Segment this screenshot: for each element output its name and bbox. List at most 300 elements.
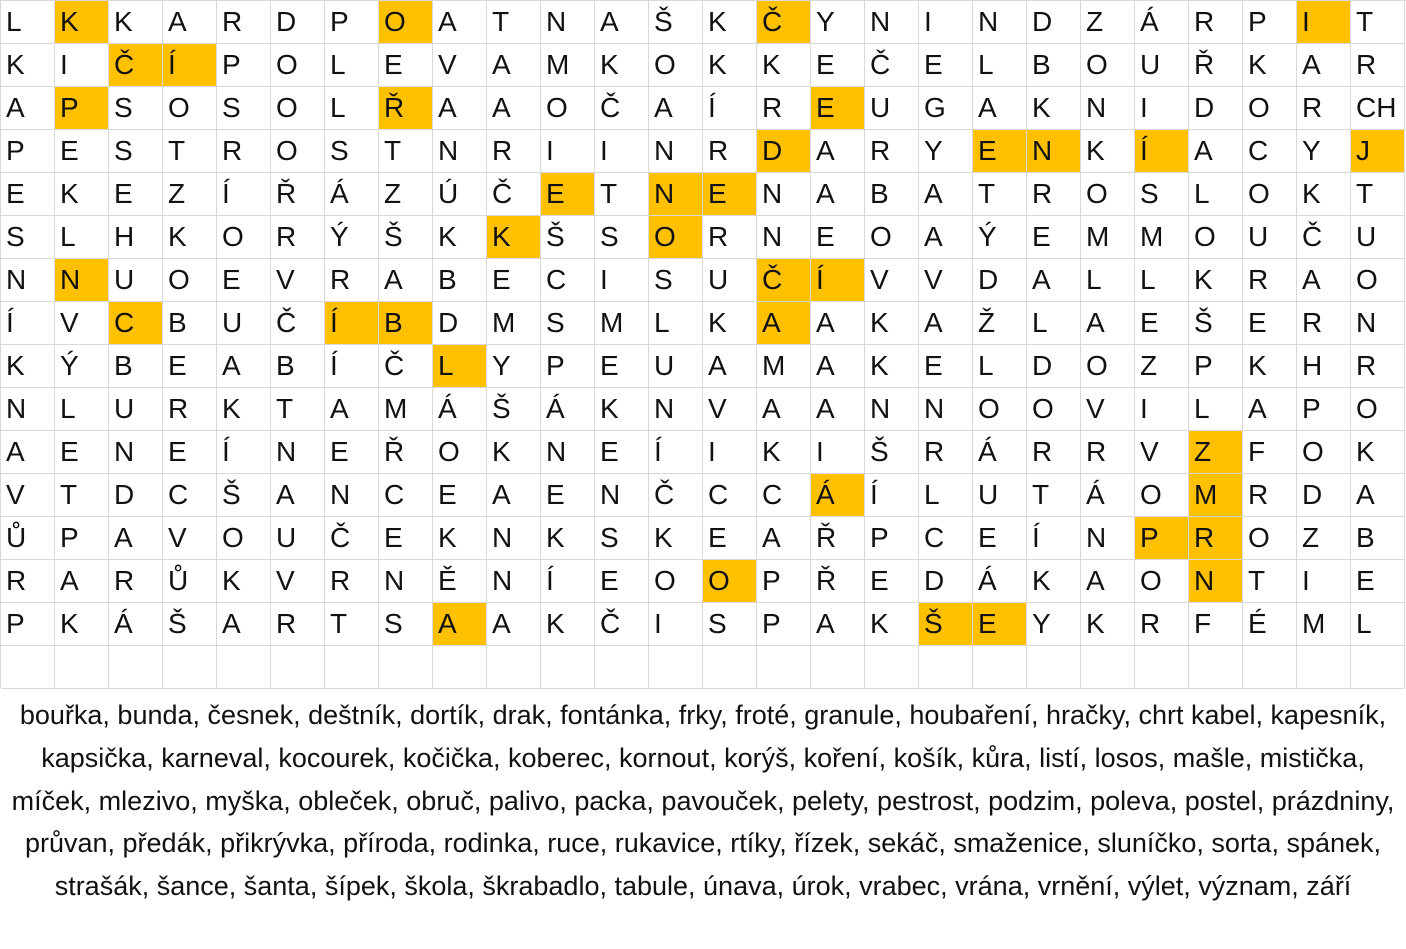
grid-cell[interactable]: N [865,1,919,44]
grid-cell[interactable]: V [271,259,325,302]
grid-cell[interactable]: L [1027,302,1081,345]
grid-cell[interactable]: Š [649,1,703,44]
grid-cell[interactable]: Č [1297,216,1351,259]
grid-cell[interactable]: Í [1027,517,1081,560]
grid-cell[interactable]: P [1,130,55,173]
grid-cell[interactable]: T [487,1,541,44]
grid-cell[interactable]: E [595,431,649,474]
grid-cell[interactable]: L [1351,603,1405,646]
empty-grid-cell[interactable] [1243,646,1297,689]
grid-cell[interactable]: O [1243,517,1297,560]
empty-grid-cell[interactable] [55,646,109,689]
grid-cell[interactable]: B [433,259,487,302]
grid-cell[interactable]: I [1297,560,1351,603]
empty-grid-cell[interactable] [973,646,1027,689]
grid-cell[interactable]: B [271,345,325,388]
grid-cell[interactable]: Č [271,302,325,345]
grid-cell[interactable]: A [703,345,757,388]
grid-cell[interactable]: A [1297,259,1351,302]
grid-cell[interactable]: Á [973,431,1027,474]
grid-cell[interactable]: S [217,87,271,130]
grid-cell[interactable]: Š [919,603,973,646]
grid-cell[interactable]: O [1243,173,1297,216]
grid-cell[interactable]: A [811,603,865,646]
empty-grid-cell[interactable] [595,646,649,689]
grid-cell[interactable]: C [163,474,217,517]
grid-cell[interactable]: O [1081,173,1135,216]
grid-cell[interactable]: K [703,44,757,87]
empty-grid-cell[interactable] [379,646,433,689]
grid-cell[interactable]: U [217,302,271,345]
grid-cell[interactable]: A [757,517,811,560]
grid-cell[interactable]: O [271,87,325,130]
grid-cell[interactable]: T [1351,1,1405,44]
grid-cell[interactable]: L [1,1,55,44]
grid-cell[interactable]: R [865,130,919,173]
grid-cell[interactable]: Č [379,345,433,388]
grid-cell[interactable]: O [541,87,595,130]
grid-cell[interactable]: A [649,87,703,130]
grid-cell[interactable]: K [757,44,811,87]
grid-cell[interactable]: K [1,44,55,87]
grid-cell[interactable]: N [1,388,55,431]
grid-cell[interactable]: O [1189,216,1243,259]
grid-cell[interactable]: T [379,130,433,173]
empty-grid-cell[interactable] [1351,646,1405,689]
grid-cell[interactable]: Á [433,388,487,431]
grid-cell[interactable]: Ř [379,87,433,130]
grid-cell[interactable]: U [109,388,163,431]
grid-cell[interactable]: Á [325,173,379,216]
grid-cell[interactable]: K [55,603,109,646]
grid-cell[interactable]: C [109,302,163,345]
grid-cell[interactable]: I [1135,388,1189,431]
grid-cell[interactable]: E [811,87,865,130]
grid-cell[interactable]: O [433,431,487,474]
grid-cell[interactable]: I [811,431,865,474]
grid-cell[interactable]: A [433,1,487,44]
grid-cell[interactable]: R [1297,302,1351,345]
grid-cell[interactable]: M [1081,216,1135,259]
grid-cell[interactable]: R [1027,173,1081,216]
grid-cell[interactable]: H [1297,345,1351,388]
grid-cell[interactable]: Š [487,388,541,431]
grid-cell[interactable]: S [379,603,433,646]
grid-cell[interactable]: P [757,560,811,603]
empty-grid-cell[interactable] [1027,646,1081,689]
grid-cell[interactable]: B [865,173,919,216]
grid-cell[interactable]: Í [217,431,271,474]
grid-cell[interactable]: O [649,44,703,87]
grid-cell[interactable]: S [109,87,163,130]
grid-cell[interactable]: O [1351,259,1405,302]
grid-cell[interactable]: T [271,388,325,431]
grid-cell[interactable]: N [757,216,811,259]
grid-cell[interactable]: N [649,130,703,173]
grid-cell[interactable]: Z [1189,431,1243,474]
grid-cell[interactable]: R [703,216,757,259]
grid-cell[interactable]: Í [1,302,55,345]
grid-cell[interactable]: Á [541,388,595,431]
grid-cell[interactable]: E [595,345,649,388]
grid-cell[interactable]: K [1027,87,1081,130]
grid-cell[interactable]: R [1297,87,1351,130]
grid-cell[interactable]: E [865,560,919,603]
grid-cell[interactable]: K [865,345,919,388]
grid-cell[interactable]: N [487,560,541,603]
grid-cell[interactable]: P [1243,1,1297,44]
grid-cell[interactable]: Z [1081,1,1135,44]
grid-cell[interactable]: U [649,345,703,388]
grid-cell[interactable]: O [271,130,325,173]
grid-cell[interactable]: M [1189,474,1243,517]
grid-cell[interactable]: J [1351,130,1405,173]
empty-grid-cell[interactable] [109,646,163,689]
grid-cell[interactable]: V [1081,388,1135,431]
grid-cell[interactable]: Č [487,173,541,216]
grid-cell[interactable]: Í [217,173,271,216]
grid-cell[interactable]: N [865,388,919,431]
grid-cell[interactable]: O [163,87,217,130]
grid-cell[interactable]: O [1135,560,1189,603]
grid-cell[interactable]: L [1135,259,1189,302]
empty-grid-cell[interactable] [703,646,757,689]
grid-cell[interactable]: V [1135,431,1189,474]
grid-cell[interactable]: K [487,431,541,474]
grid-cell[interactable]: K [541,603,595,646]
grid-cell[interactable]: Ě [433,560,487,603]
grid-cell[interactable]: A [379,259,433,302]
grid-cell[interactable]: K [757,431,811,474]
grid-cell[interactable]: R [919,431,973,474]
grid-cell[interactable]: Č [109,44,163,87]
grid-cell[interactable]: G [919,87,973,130]
grid-cell[interactable]: V [55,302,109,345]
grid-cell[interactable]: Š [163,603,217,646]
grid-cell[interactable]: P [1135,517,1189,560]
empty-grid-cell[interactable] [271,646,325,689]
grid-cell[interactable]: Č [595,87,649,130]
grid-cell[interactable]: R [271,603,325,646]
grid-cell[interactable]: R [163,388,217,431]
grid-cell[interactable]: R [1189,517,1243,560]
grid-cell[interactable]: R [217,130,271,173]
grid-cell[interactable]: H [109,216,163,259]
grid-cell[interactable]: P [325,1,379,44]
grid-cell[interactable]: O [703,560,757,603]
grid-cell[interactable]: N [271,431,325,474]
grid-cell[interactable]: K [487,216,541,259]
grid-cell[interactable]: M [541,44,595,87]
grid-cell[interactable]: Š [1189,302,1243,345]
grid-cell[interactable]: K [433,517,487,560]
grid-cell[interactable]: A [325,388,379,431]
grid-cell[interactable]: P [55,517,109,560]
grid-cell[interactable]: A [1081,560,1135,603]
empty-grid-cell[interactable] [1081,646,1135,689]
grid-cell[interactable]: E [811,216,865,259]
grid-cell[interactable]: K [217,560,271,603]
grid-cell[interactable]: U [109,259,163,302]
grid-cell[interactable]: A [487,603,541,646]
grid-cell[interactable]: E [703,517,757,560]
grid-cell[interactable]: D [433,302,487,345]
grid-cell[interactable]: K [649,517,703,560]
grid-cell[interactable]: A [487,87,541,130]
grid-cell[interactable]: Í [811,259,865,302]
grid-cell[interactable]: U [973,474,1027,517]
empty-grid-cell[interactable] [163,646,217,689]
grid-cell[interactable]: U [703,259,757,302]
grid-cell[interactable]: K [1297,173,1351,216]
empty-grid-cell[interactable] [487,646,541,689]
grid-cell[interactable]: A [1351,474,1405,517]
grid-cell[interactable]: E [541,173,595,216]
grid-cell[interactable]: R [1027,431,1081,474]
grid-cell[interactable]: N [1027,130,1081,173]
grid-cell[interactable]: Č [865,44,919,87]
grid-cell[interactable]: A [271,474,325,517]
grid-cell[interactable]: A [163,1,217,44]
grid-cell[interactable]: K [703,1,757,44]
grid-cell[interactable]: Í [325,302,379,345]
grid-cell[interactable]: N [325,474,379,517]
grid-cell[interactable]: U [1351,216,1405,259]
grid-cell[interactable]: E [55,130,109,173]
grid-cell[interactable]: P [1297,388,1351,431]
grid-cell[interactable]: Ů [163,560,217,603]
grid-cell[interactable]: R [757,87,811,130]
grid-cell[interactable]: Ř [1189,44,1243,87]
grid-cell[interactable]: N [649,173,703,216]
grid-cell[interactable]: O [1297,431,1351,474]
empty-grid-cell[interactable] [757,646,811,689]
grid-cell[interactable]: P [541,345,595,388]
grid-cell[interactable]: Á [811,474,865,517]
grid-cell[interactable]: Ý [973,216,1027,259]
grid-cell[interactable]: N [541,431,595,474]
grid-cell[interactable]: D [109,474,163,517]
grid-cell[interactable]: E [217,259,271,302]
grid-cell[interactable]: S [1,216,55,259]
grid-cell[interactable]: Ř [811,560,865,603]
grid-cell[interactable]: P [217,44,271,87]
empty-grid-cell[interactable] [811,646,865,689]
grid-cell[interactable]: L [55,216,109,259]
grid-cell[interactable]: D [1027,345,1081,388]
grid-cell[interactable]: A [811,130,865,173]
grid-cell[interactable]: A [757,388,811,431]
grid-cell[interactable]: T [1351,173,1405,216]
grid-cell[interactable]: V [163,517,217,560]
grid-cell[interactable]: R [217,1,271,44]
grid-cell[interactable]: E [541,474,595,517]
grid-cell[interactable]: Š [541,216,595,259]
grid-cell[interactable]: O [649,560,703,603]
grid-cell[interactable]: V [433,44,487,87]
grid-cell[interactable]: A [811,388,865,431]
grid-cell[interactable]: O [865,216,919,259]
grid-cell[interactable]: Í [325,345,379,388]
grid-cell[interactable]: Š [217,474,271,517]
grid-cell[interactable]: L [973,345,1027,388]
grid-cell[interactable]: Á [973,560,1027,603]
grid-cell[interactable]: K [1189,259,1243,302]
grid-cell[interactable]: T [1027,474,1081,517]
grid-cell[interactable]: A [1243,388,1297,431]
grid-cell[interactable]: N [55,259,109,302]
grid-cell[interactable]: K [595,44,649,87]
grid-cell[interactable]: O [217,517,271,560]
grid-cell[interactable]: E [1135,302,1189,345]
grid-cell[interactable]: O [379,1,433,44]
grid-cell[interactable]: L [1189,173,1243,216]
grid-cell[interactable]: U [271,517,325,560]
grid-cell[interactable]: Y [1027,603,1081,646]
grid-cell[interactable]: Z [379,173,433,216]
grid-cell[interactable]: V [1,474,55,517]
grid-cell[interactable]: O [973,388,1027,431]
grid-cell[interactable]: K [1351,431,1405,474]
grid-cell[interactable]: CH [1351,87,1405,130]
grid-cell[interactable]: Č [649,474,703,517]
grid-cell[interactable]: E [973,603,1027,646]
grid-cell[interactable]: Z [1297,517,1351,560]
grid-cell[interactable]: O [163,259,217,302]
grid-cell[interactable]: E [109,173,163,216]
grid-cell[interactable]: A [1189,130,1243,173]
grid-cell[interactable]: A [973,87,1027,130]
grid-cell[interactable]: P [865,517,919,560]
grid-cell[interactable]: K [865,302,919,345]
grid-cell[interactable]: M [1135,216,1189,259]
grid-cell[interactable]: K [1243,345,1297,388]
grid-cell[interactable]: D [919,560,973,603]
grid-cell[interactable]: L [1081,259,1135,302]
grid-cell[interactable]: O [1243,87,1297,130]
grid-cell[interactable]: E [433,474,487,517]
grid-cell[interactable]: K [217,388,271,431]
grid-cell[interactable]: N [109,431,163,474]
grid-cell[interactable]: T [973,173,1027,216]
grid-cell[interactable]: E [163,431,217,474]
grid-cell[interactable]: K [1,345,55,388]
empty-grid-cell[interactable] [649,646,703,689]
grid-cell[interactable]: Ř [379,431,433,474]
empty-grid-cell[interactable] [541,646,595,689]
grid-cell[interactable]: O [1081,345,1135,388]
grid-cell[interactable]: Á [1135,1,1189,44]
grid-cell[interactable]: L [649,302,703,345]
grid-cell[interactable]: D [973,259,1027,302]
grid-cell[interactable]: I [1297,1,1351,44]
grid-cell[interactable]: Á [109,603,163,646]
grid-cell[interactable]: R [487,130,541,173]
grid-cell[interactable]: I [919,1,973,44]
grid-cell[interactable]: V [271,560,325,603]
empty-grid-cell[interactable] [433,646,487,689]
grid-cell[interactable]: N [379,560,433,603]
grid-cell[interactable]: Í [163,44,217,87]
grid-cell[interactable]: A [1,431,55,474]
grid-cell[interactable]: O [271,44,325,87]
grid-cell[interactable]: V [919,259,973,302]
grid-cell[interactable]: A [109,517,163,560]
grid-cell[interactable]: I [649,603,703,646]
grid-cell[interactable]: K [109,1,163,44]
grid-cell[interactable]: Ř [271,173,325,216]
grid-cell[interactable]: R [1351,345,1405,388]
grid-cell[interactable]: T [325,603,379,646]
grid-cell[interactable]: A [1027,259,1081,302]
grid-cell[interactable]: A [811,173,865,216]
grid-cell[interactable]: Í [649,431,703,474]
grid-cell[interactable]: I [541,130,595,173]
grid-cell[interactable]: L [919,474,973,517]
grid-cell[interactable]: E [55,431,109,474]
grid-cell[interactable]: R [109,560,163,603]
grid-cell[interactable]: O [1081,44,1135,87]
grid-cell[interactable]: B [109,345,163,388]
grid-cell[interactable]: K [865,603,919,646]
grid-cell[interactable]: E [919,44,973,87]
grid-cell[interactable]: Ú [433,173,487,216]
grid-cell[interactable]: D [757,130,811,173]
grid-cell[interactable]: L [1189,388,1243,431]
grid-cell[interactable]: S [1135,173,1189,216]
grid-cell[interactable]: A [811,345,865,388]
grid-cell[interactable]: E [1027,216,1081,259]
grid-cell[interactable]: T [1243,560,1297,603]
grid-cell[interactable]: Í [703,87,757,130]
grid-cell[interactable]: Ž [973,302,1027,345]
grid-cell[interactable]: K [433,216,487,259]
grid-cell[interactable]: K [595,388,649,431]
grid-cell[interactable]: U [865,87,919,130]
grid-cell[interactable]: I [55,44,109,87]
grid-cell[interactable]: E [973,517,1027,560]
grid-cell[interactable]: Y [487,345,541,388]
grid-cell[interactable]: E [1243,302,1297,345]
grid-cell[interactable]: P [757,603,811,646]
grid-cell[interactable]: A [55,560,109,603]
grid-cell[interactable]: V [865,259,919,302]
grid-cell[interactable]: T [595,173,649,216]
grid-cell[interactable]: E [379,517,433,560]
grid-cell[interactable]: O [649,216,703,259]
grid-cell[interactable]: A [1297,44,1351,87]
grid-cell[interactable]: R [1243,474,1297,517]
grid-cell[interactable]: K [1081,130,1135,173]
grid-cell[interactable]: I [595,259,649,302]
grid-cell[interactable]: N [973,1,1027,44]
grid-cell[interactable]: B [1027,44,1081,87]
grid-cell[interactable]: L [325,87,379,130]
grid-cell[interactable]: O [1027,388,1081,431]
grid-cell[interactable]: K [1243,44,1297,87]
grid-cell[interactable]: R [325,560,379,603]
grid-cell[interactable]: E [973,130,1027,173]
grid-cell[interactable]: E [1351,560,1405,603]
grid-cell[interactable]: Ř [811,517,865,560]
grid-cell[interactable]: C [379,474,433,517]
grid-cell[interactable]: A [757,302,811,345]
grid-cell[interactable]: Ý [55,345,109,388]
grid-cell[interactable]: Š [865,431,919,474]
grid-cell[interactable]: A [433,87,487,130]
grid-cell[interactable]: Š [379,216,433,259]
grid-cell[interactable]: L [325,44,379,87]
